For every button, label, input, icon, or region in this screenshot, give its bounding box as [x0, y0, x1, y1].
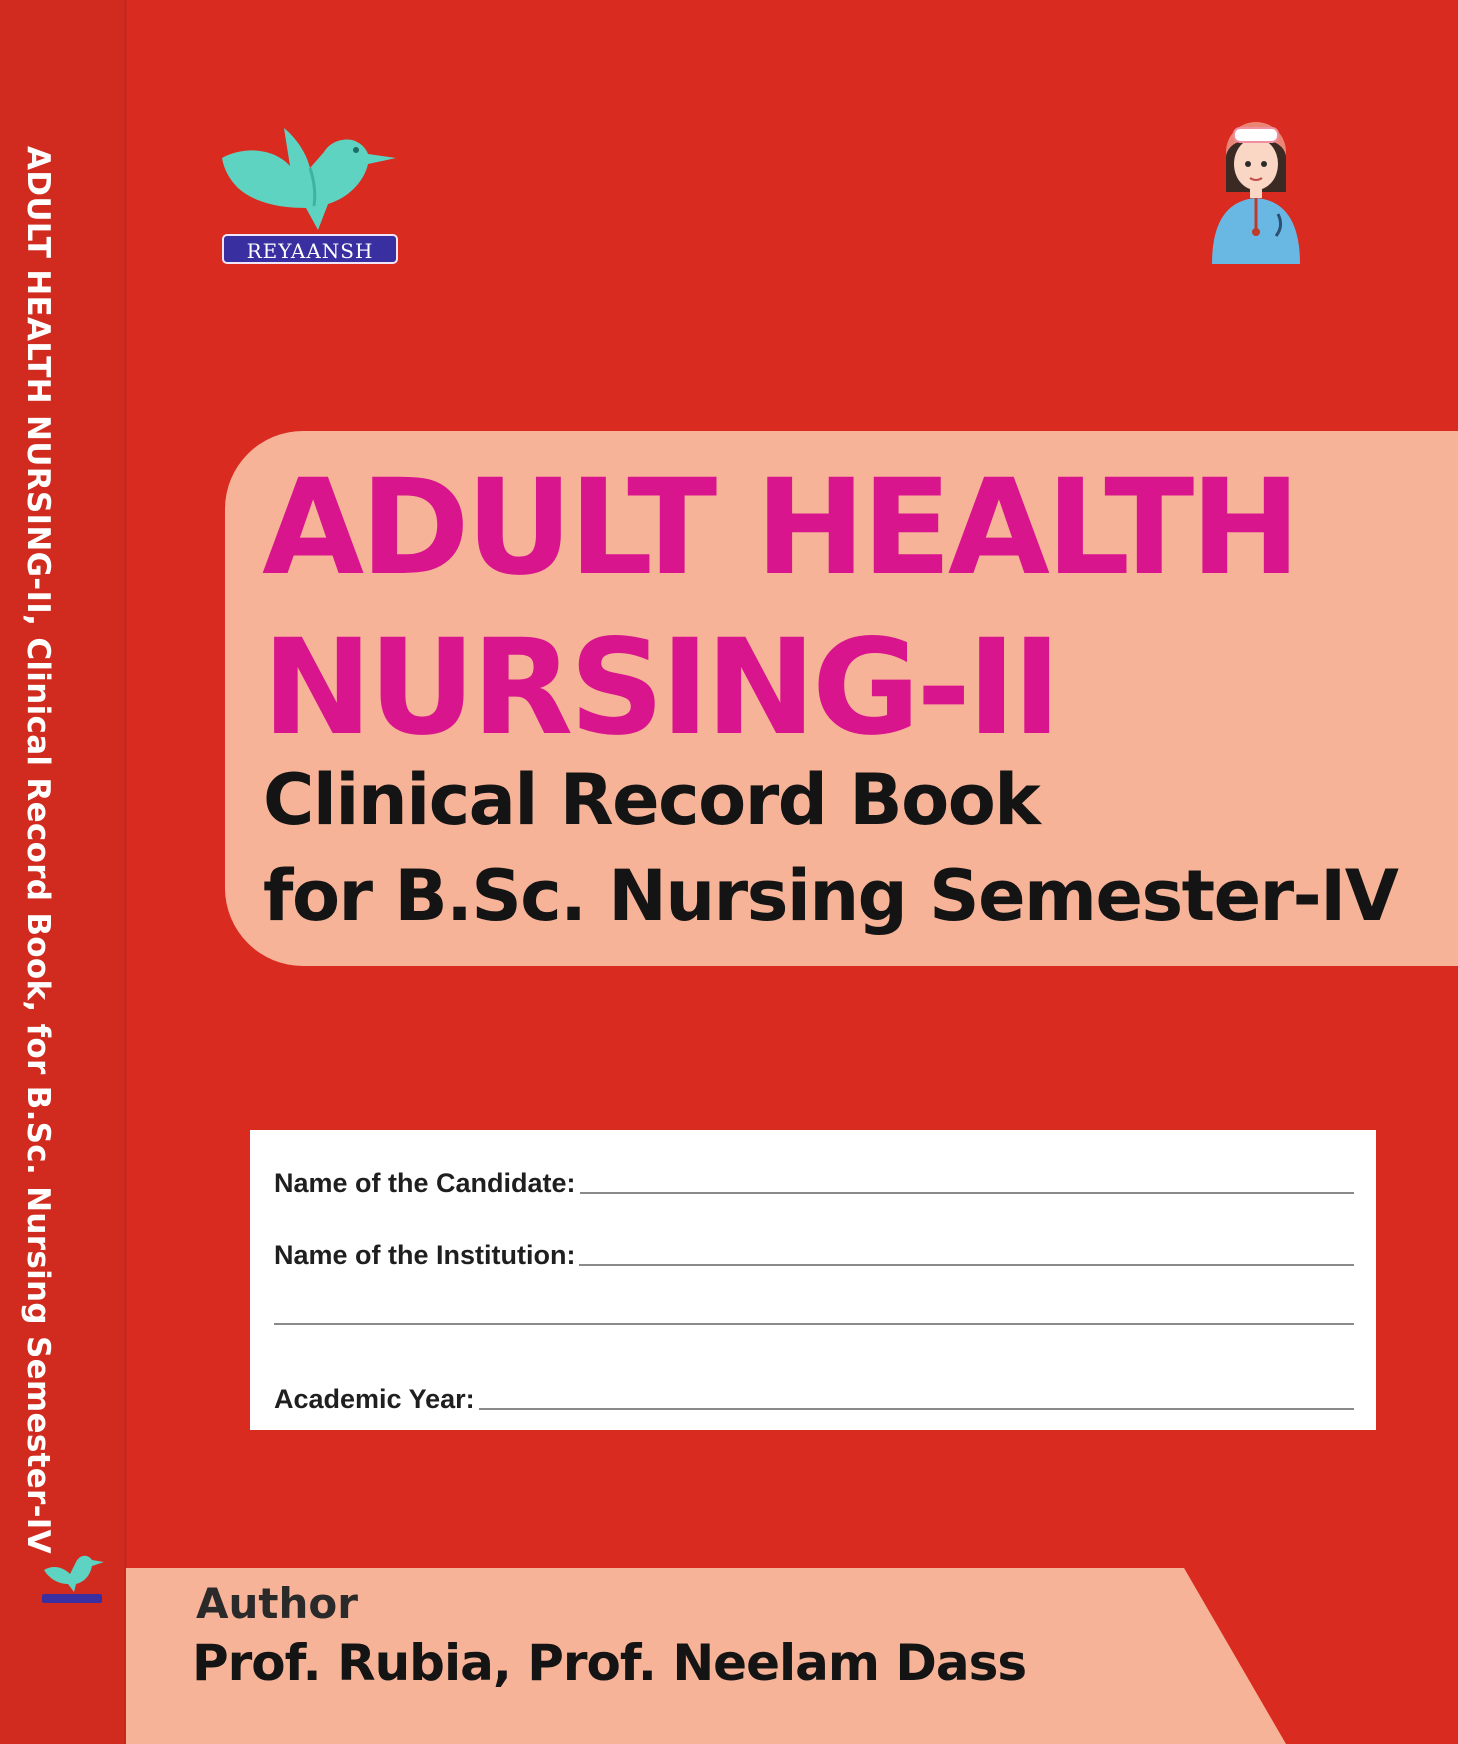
- book-subtitle-line-1: Clinical Record Book: [263, 759, 1040, 841]
- author-names: Prof. Rubia, Prof. Neelam Dass: [192, 1634, 1027, 1692]
- book-spine: [0, 0, 126, 1744]
- academic-year-label: Academic Year:: [274, 1384, 475, 1414]
- publisher-name: REYAANSH: [222, 234, 398, 264]
- spine-edge: [124, 0, 127, 1744]
- academic-year-row: [274, 1374, 1354, 1414]
- book-subtitle-line-2: for B.Sc. Nursing Semester-IV: [263, 855, 1398, 937]
- book-subtitle: [263, 752, 1397, 944]
- academic-year-line: [479, 1408, 1354, 1410]
- candidate-name-line: [580, 1192, 1354, 1194]
- institution-extra-line: [274, 1323, 1354, 1325]
- candidate-name-label: Name of the Candidate:: [274, 1168, 576, 1198]
- candidate-details-box: [250, 1130, 1376, 1430]
- institution-name-line: [579, 1264, 1354, 1266]
- spine-title: ADULT HEALTH NURSING-II, Clinical Record Book, for B.Sc. Nursing Semester-IV: [20, 146, 56, 1554]
- candidate-row: [274, 1158, 1354, 1198]
- book-title-line-2: NURSING-II: [262, 611, 1058, 765]
- nurse-icon: [1200, 118, 1312, 266]
- institution-row: [274, 1230, 1354, 1270]
- institution-name-label: Name of the Institution:: [274, 1240, 576, 1270]
- book-title-line-1: ADULT HEALTH: [262, 451, 1297, 605]
- book-title: [262, 448, 1297, 768]
- spine-hummingbird-icon: [40, 1548, 106, 1606]
- author-label: Author: [196, 1579, 358, 1628]
